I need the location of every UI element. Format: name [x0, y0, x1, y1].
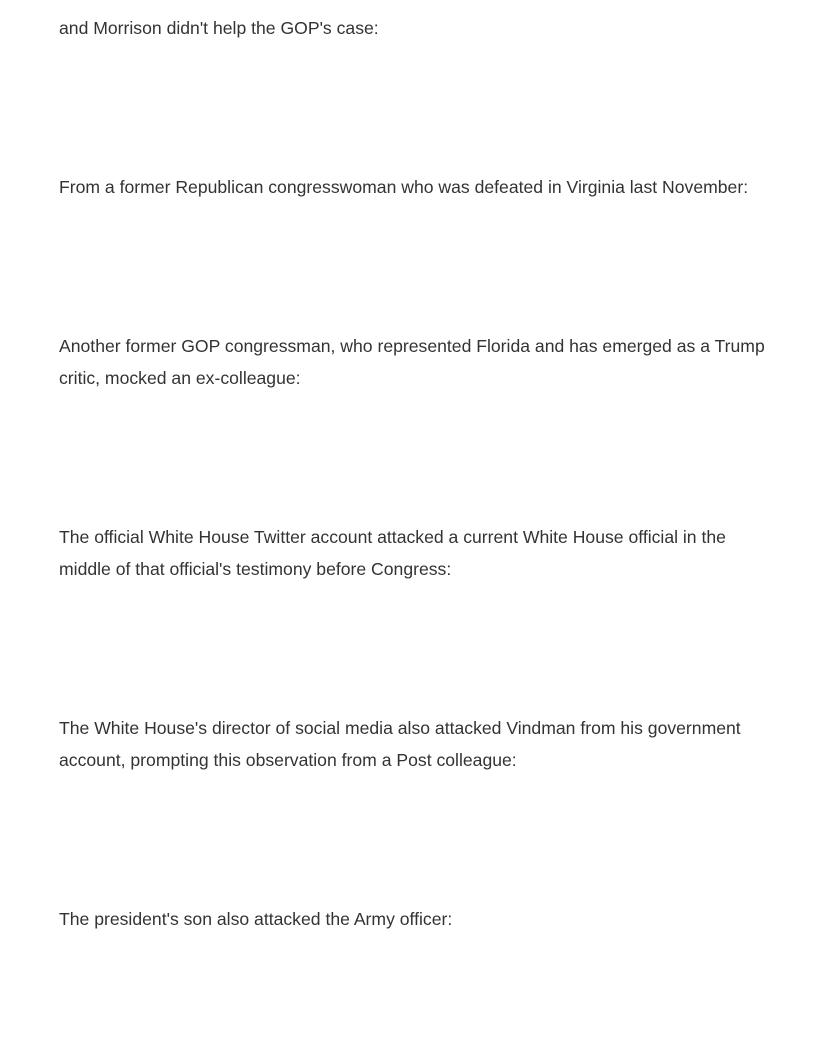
body-paragraph: Another former GOP congressman, who represented Florida and has emerged as a Trump critic, mocked an ex-colleague:: [59, 336, 765, 388]
body-paragraph: From a former Republican congresswoman who was defeated in Virginia last November:: [59, 177, 749, 197]
body-paragraph: The White House's director of social media also attacked Vindman from his government account, prompting this observation from a Post colleague:: [59, 718, 741, 770]
body-paragraph: and Morrison didn't help the GOP's case:: [59, 18, 379, 38]
body-paragraph: The president's son also attacked the Army officer:: [59, 909, 453, 929]
body-paragraph: The official White House Twitter account attacked a current White House official in the middle of that official's testimony before Congress:: [59, 527, 726, 579]
